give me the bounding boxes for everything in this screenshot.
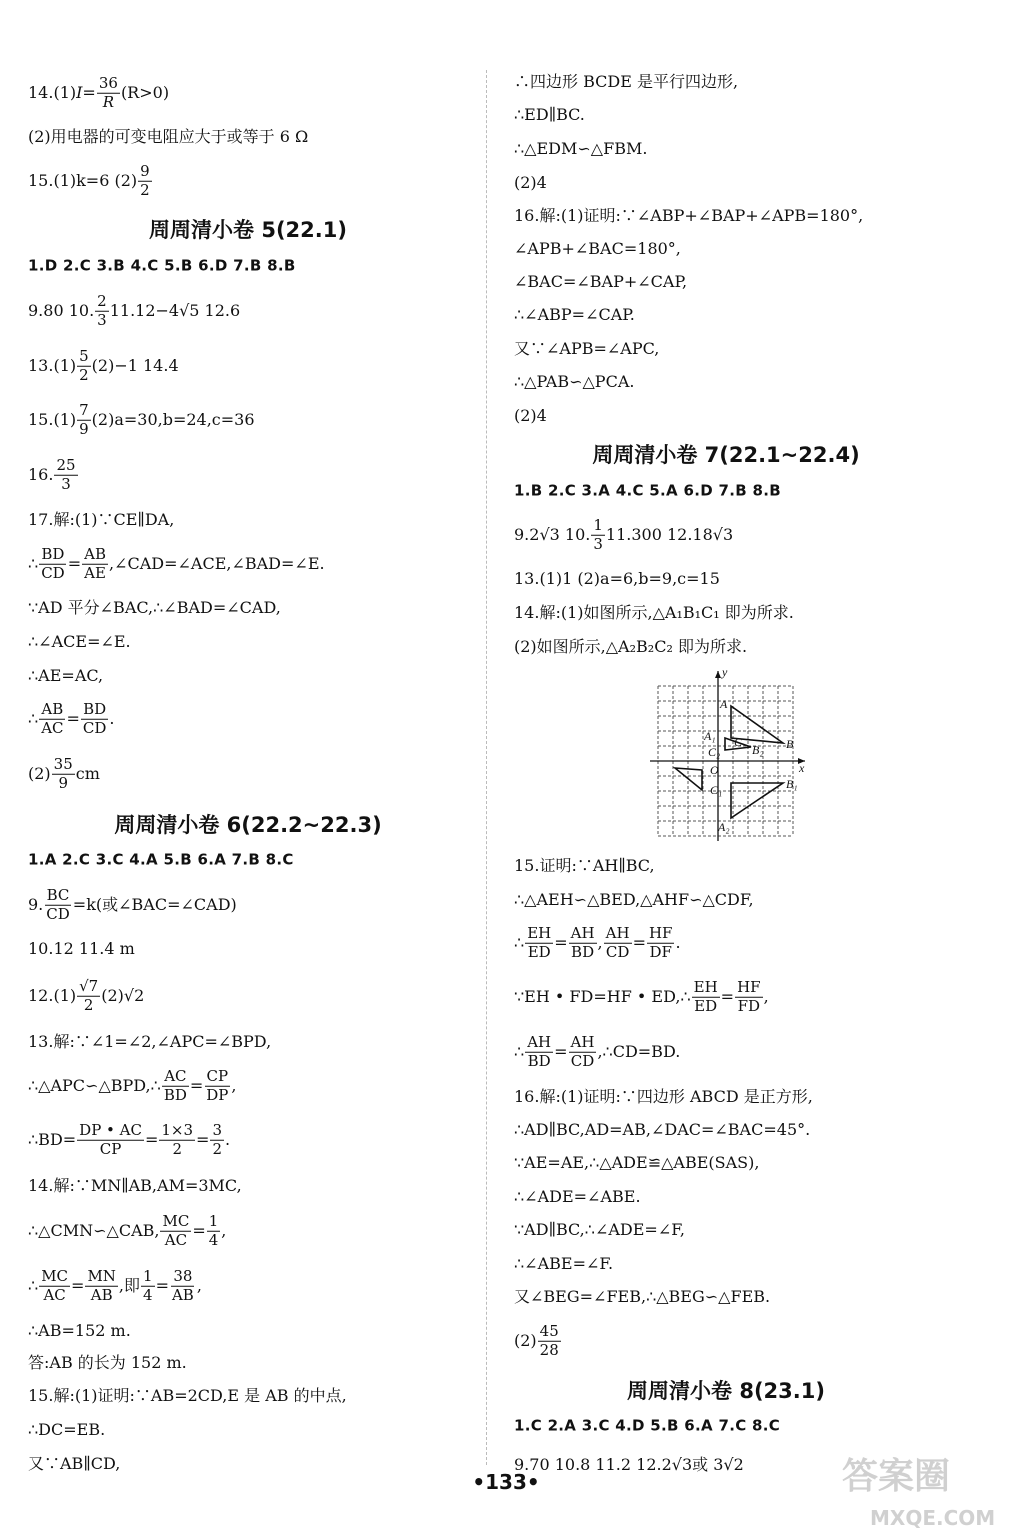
answer-line: 13.解:∵∠1=∠2,∠APC=∠BPD, <box>28 1032 272 1051</box>
fraction <box>77 400 91 438</box>
answer-text: 16. <box>28 465 54 484</box>
fraction <box>39 699 65 737</box>
answer-line: ∵AE=AE,∴△ADE≌△ABE(SAS), <box>514 1153 760 1172</box>
fraction <box>54 455 77 493</box>
answer-line <box>28 161 153 199</box>
answer-text: ,∴CD=BD. <box>597 1042 681 1061</box>
numerator: 7 <box>79 400 89 419</box>
answer-line: 15.证明:∵AH∥BC, <box>514 856 655 875</box>
answer-line <box>28 976 145 1014</box>
denominator: 9 <box>79 419 89 438</box>
answer-text: = <box>189 1076 204 1095</box>
fraction <box>39 1266 70 1304</box>
fraction <box>97 73 120 111</box>
answer-text: (2)a=30,b=24,c=36 <box>91 410 255 429</box>
numerator: AH <box>605 923 630 942</box>
denominator: 4 <box>208 1230 219 1249</box>
answer-text: . <box>225 1130 231 1149</box>
answer-text: 9.2√3 10. <box>514 525 591 544</box>
numerator: 35 <box>53 754 73 773</box>
answer-line: 13.(1)1 (2)a=6,b=9,c=15 <box>514 569 720 588</box>
fraction <box>159 1120 195 1158</box>
numerator: EH <box>693 977 718 996</box>
fraction <box>604 923 632 961</box>
answer-line <box>28 885 237 923</box>
answer-text: (2) <box>514 1331 537 1350</box>
denominator: AB <box>90 1285 113 1304</box>
denominator: 3 <box>593 534 603 553</box>
answer-line: 又∠BEG=∠FEB,∴△BEG∽△FEB. <box>514 1287 771 1306</box>
answer-line: ∴△PAB∽△PCA. <box>514 372 635 391</box>
answer-text: (2)√2 <box>101 986 145 1005</box>
denominator: CD <box>41 563 65 582</box>
denominator: 2 <box>212 1139 222 1158</box>
answer-line: ∴四边形 BCDE 是平行四边形, <box>514 72 739 91</box>
answer-text: ∴△CMN∽△CAB, <box>28 1221 160 1240</box>
column-divider <box>486 70 487 1465</box>
answer-text: = <box>554 1042 568 1061</box>
numerator: AB <box>41 699 64 718</box>
fraction <box>82 544 108 582</box>
answer-text: 9. <box>28 895 44 914</box>
answer-line: 14.解:∵MN∥AB,AM=3MC, <box>28 1176 242 1195</box>
answer-line: 又∵AB∥CD, <box>28 1454 121 1473</box>
answer-text: = <box>155 1276 169 1295</box>
answer-line: (2)如图所示,△A₂B₂C₂ 即为所求. <box>514 637 748 656</box>
answer-line: ∴ED∥BC. <box>514 105 585 124</box>
answer-line: 答:AB 的长为 152 m. <box>28 1353 187 1372</box>
numerator: MC <box>41 1266 69 1285</box>
page-number: •133• <box>472 1470 540 1494</box>
answer-text: ∴BD= <box>28 1130 77 1149</box>
answer-text: I= <box>76 83 96 102</box>
watermark-url: MXQE.COM <box>870 1506 996 1530</box>
fraction <box>170 1266 196 1304</box>
answer-text: =k(或∠BAC=∠CAD) <box>72 895 237 914</box>
answer-line: 17.解:(1)∵CE∥DA, <box>28 510 175 529</box>
denominator: ED <box>694 996 718 1015</box>
numerator: AH <box>527 1032 552 1051</box>
label-a2: A₂ <box>718 820 730 834</box>
answer-line: ∵AD∥BC,∴∠ADE=∠F, <box>514 1220 685 1239</box>
answer-text: ∴△APC∽△BPD,∴ <box>28 1076 161 1095</box>
fraction <box>39 544 67 582</box>
numerator: 3 <box>212 1120 222 1139</box>
answer-line: (2)4 <box>514 406 547 425</box>
numerator: MC <box>162 1211 190 1230</box>
answer-text: = <box>67 554 82 573</box>
numerator: AH <box>570 923 595 942</box>
denominator: CD <box>46 904 70 923</box>
answer-text: = <box>720 987 735 1006</box>
numerator: 9 <box>140 161 150 180</box>
numerator: AB <box>84 544 106 563</box>
numerator: MN <box>87 1266 116 1285</box>
label-x: x <box>799 761 805 775</box>
label-origin: O <box>710 763 719 777</box>
answer-line: ∴AD∥BC,AD=AB,∠DAC=∠BAC=45°. <box>514 1120 811 1139</box>
answer-line <box>514 977 769 1015</box>
answer-line: ∠APB+∠BAC=180°, <box>514 239 681 258</box>
answer-text: , <box>597 933 603 952</box>
answer-line: 16.解:(1)证明:∵∠ABP+∠BAP+∠APB=180°, <box>514 206 864 225</box>
answer-line: ∴△AEH∽△BED,△AHF∽△CDF, <box>514 890 754 909</box>
answer-line: ∴△EDM∽△FBM. <box>514 139 648 158</box>
answer-line: ∴AB=152 m. <box>28 1321 131 1340</box>
denominator: R <box>102 92 115 111</box>
y-axis-arrow <box>715 671 721 678</box>
answer-line: 9.70 10.8 11.2 12.2√3或 3√2 <box>514 1455 744 1474</box>
section-heading-7: 周周清小卷 7(22.1~22.4) <box>592 443 860 467</box>
answer-text: = <box>192 1221 206 1240</box>
denominator: AC <box>164 1230 188 1249</box>
answer-line: ∠BAC=∠BAP+∠CAP, <box>514 272 688 291</box>
numerator: 1 <box>208 1211 219 1230</box>
answer-line: 又∵∠APB=∠APC, <box>514 339 660 358</box>
answer-line: ∵AD 平分∠BAC,∴∠BAD=∠CAD, <box>28 598 281 617</box>
denominator: 9 <box>58 773 68 792</box>
fraction <box>77 1120 144 1158</box>
answer-text: ∴ <box>28 554 39 573</box>
answer-text: ∵EH • FD=HF • ED,∴ <box>514 987 691 1006</box>
answer-text: ∴ <box>514 933 525 952</box>
fraction <box>525 1032 553 1070</box>
fraction <box>735 977 763 1015</box>
label-a1: A₁ <box>704 729 716 743</box>
answer-line <box>514 1321 562 1359</box>
denominator: 2 <box>79 365 89 384</box>
fraction <box>162 1066 189 1104</box>
numerator: BD <box>41 544 65 563</box>
denominator: DF <box>649 942 672 961</box>
denominator: BD <box>527 1051 551 1070</box>
fraction <box>52 754 75 792</box>
numerator: 5 <box>79 346 89 365</box>
answer-text: ,即 <box>118 1276 141 1295</box>
answer-line: ∴∠ACE=∠E. <box>28 632 131 651</box>
denominator: 28 <box>539 1340 559 1359</box>
answer-text: . <box>109 709 115 728</box>
answer-text: = <box>196 1130 210 1149</box>
answer-line: (2)用电器的可变电阻应大于或等于 6 Ω <box>28 127 309 146</box>
answer-line <box>28 699 115 737</box>
numerator: EH <box>527 923 552 942</box>
answer-line: ∴DC=EB. <box>28 1420 106 1439</box>
denominator: CD <box>82 718 107 737</box>
answer-line: 16.解:(1)证明:∵四边形 ABCD 是正方形, <box>514 1087 813 1106</box>
denominator: 3 <box>61 474 71 493</box>
multiple-choice-answers: 1.B 2.C 3.A 4.C 5.A 6.D 7.B 8.B <box>514 481 781 500</box>
denominator: BD <box>571 942 595 961</box>
label-y: y <box>722 666 728 679</box>
numerator: HF <box>648 923 673 942</box>
multiple-choice-answers: 1.A 2.C 3.C 4.A 5.B 6.A 7.B 8.C <box>28 850 294 869</box>
denominator: AC <box>41 718 64 737</box>
answer-line <box>28 346 179 384</box>
numerator: BD <box>83 699 107 718</box>
answer-line <box>28 1211 227 1249</box>
fraction <box>77 346 91 384</box>
answer-text: = <box>71 1276 85 1295</box>
answer-text: ∴ <box>28 1276 39 1295</box>
answer-line <box>28 1120 231 1158</box>
numerator: √7 <box>79 976 99 995</box>
answer-line <box>28 544 325 582</box>
answer-line: ∴∠ADE=∠ABE. <box>514 1187 641 1206</box>
answer-text: = <box>632 933 646 952</box>
label-c2: C₂ <box>708 745 721 759</box>
label-c: C <box>734 735 743 749</box>
answer-line: (2)4 <box>514 173 547 192</box>
fraction <box>647 923 675 961</box>
multiple-choice-answers: 1.C 2.A 3.C 4.D 5.B 6.A 7.C 8.C <box>514 1416 781 1435</box>
answer-line <box>28 754 100 792</box>
numerator: BC <box>46 885 70 904</box>
section-heading-5: 周周清小卷 5(22.1) <box>149 218 347 242</box>
fraction <box>210 1120 224 1158</box>
numerator: 45 <box>539 1321 559 1340</box>
fraction <box>44 885 72 923</box>
answer-line: ∴∠ABP=∠CAP. <box>514 305 635 324</box>
answer-text: = <box>554 933 568 952</box>
answer-text: ∴ <box>514 1042 525 1061</box>
label-b2: B₂ <box>752 743 764 757</box>
answer-line: ∴AE=AC, <box>28 666 104 685</box>
answer-text: (2) <box>28 764 51 783</box>
numerator: 1 <box>593 515 603 534</box>
fraction <box>591 515 605 553</box>
answer-text: 9.80 10. <box>28 301 95 320</box>
numerator: 1 <box>143 1266 153 1285</box>
label-a: A <box>720 697 728 711</box>
triangle-a2b2c2 <box>731 783 783 818</box>
answer-text: 13.(1) <box>28 356 77 375</box>
numerator: DP • AC <box>79 1120 142 1139</box>
answer-text: cm <box>75 764 100 783</box>
label-b1: B₁ <box>786 777 798 791</box>
fraction <box>569 923 597 961</box>
answer-line: 14.解:(1)如图所示,△A₁B₁C₁ 即为所求. <box>514 603 794 622</box>
section-heading-6: 周周清小卷 6(22.2~22.3) <box>114 813 382 837</box>
numerator: CP <box>206 1066 229 1085</box>
answer-line: ∴∠ABE=∠F. <box>514 1254 614 1273</box>
answer-text: . <box>675 933 681 952</box>
fraction <box>207 1211 221 1249</box>
denominator: CD <box>605 942 630 961</box>
answer-text: , <box>763 987 769 1006</box>
answer-line <box>514 1032 681 1070</box>
answer-text: ∴ <box>28 709 39 728</box>
fraction <box>204 1066 230 1104</box>
fraction <box>692 977 720 1015</box>
answer-line: 15.解:(1)证明:∵AB=2CD,E 是 AB 的中点, <box>28 1386 347 1405</box>
answer-text: 15.(1) <box>28 410 77 429</box>
answer-line <box>28 1266 202 1304</box>
denominator: AE <box>84 563 106 582</box>
answer-line <box>28 1066 237 1104</box>
answer-text: 14.(1) <box>28 83 77 102</box>
denominator: 3 <box>97 310 107 329</box>
fraction <box>141 1266 155 1304</box>
denominator: 2 <box>140 180 150 199</box>
multiple-choice-answers: 1.D 2.C 3.B 4.C 5.B 6.D 7.B 8.B <box>28 256 296 275</box>
answer-line <box>28 73 170 111</box>
numerator: AC <box>164 1066 187 1085</box>
answer-text: ,∠CAD=∠ACE,∠BAD=∠E. <box>108 554 325 573</box>
fraction <box>160 1211 191 1249</box>
numerator: 2 <box>97 291 107 310</box>
watermark-logo: 答案圈 <box>842 1456 951 1497</box>
answer-text: , <box>231 1076 237 1095</box>
numerator: AH <box>570 1032 595 1051</box>
denominator: 2 <box>172 1139 182 1158</box>
answer-text: = <box>144 1130 159 1149</box>
answer-text: 12.(1) <box>28 986 77 1005</box>
denominator: CD <box>570 1051 595 1070</box>
numerator: 36 <box>98 73 118 92</box>
answer-text: , <box>221 1221 227 1240</box>
section-heading-8: 周周清小卷 8(23.1) <box>627 1379 825 1403</box>
numerator: HF <box>737 977 761 996</box>
fraction <box>81 699 109 737</box>
answer-line: 10.12 11.4 m <box>28 939 135 958</box>
numerator: 1×3 <box>161 1120 194 1139</box>
answer-text: (R>0) <box>120 83 170 102</box>
label-c1: C₁ <box>710 783 723 797</box>
denominator: 2 <box>83 995 94 1014</box>
fraction <box>77 976 100 1014</box>
numerator: 25 <box>56 455 76 474</box>
answer-text: 11.300 12.18√3 <box>605 525 734 544</box>
fraction <box>569 1032 597 1070</box>
denominator: CP <box>99 1139 122 1158</box>
fraction <box>538 1321 561 1359</box>
answer-line <box>514 923 681 961</box>
answer-text: 11.12−4√5 12.6 <box>109 301 241 320</box>
answer-line <box>28 455 79 493</box>
fraction <box>138 161 152 199</box>
coordinate-grid-figure <box>640 666 810 846</box>
label-b: B <box>786 737 794 751</box>
denominator: BD <box>163 1085 187 1104</box>
answer-line <box>28 400 255 438</box>
answer-line <box>514 515 734 553</box>
denominator: 4 <box>143 1285 153 1304</box>
denominator: FD <box>737 996 761 1015</box>
denominator: ED <box>527 942 551 961</box>
fraction <box>85 1266 117 1304</box>
answer-line <box>28 291 241 329</box>
fraction <box>95 291 109 329</box>
answer-text: (2)−1 14.4 <box>91 356 179 375</box>
denominator: AB <box>171 1285 194 1304</box>
numerator: 38 <box>173 1266 193 1285</box>
fraction <box>525 923 553 961</box>
answer-text: = <box>66 709 80 728</box>
answer-text: 15.(1)k=6 (2) <box>28 171 138 190</box>
denominator: DP <box>206 1085 229 1104</box>
answer-text: , <box>196 1276 202 1295</box>
denominator: AC <box>43 1285 66 1304</box>
